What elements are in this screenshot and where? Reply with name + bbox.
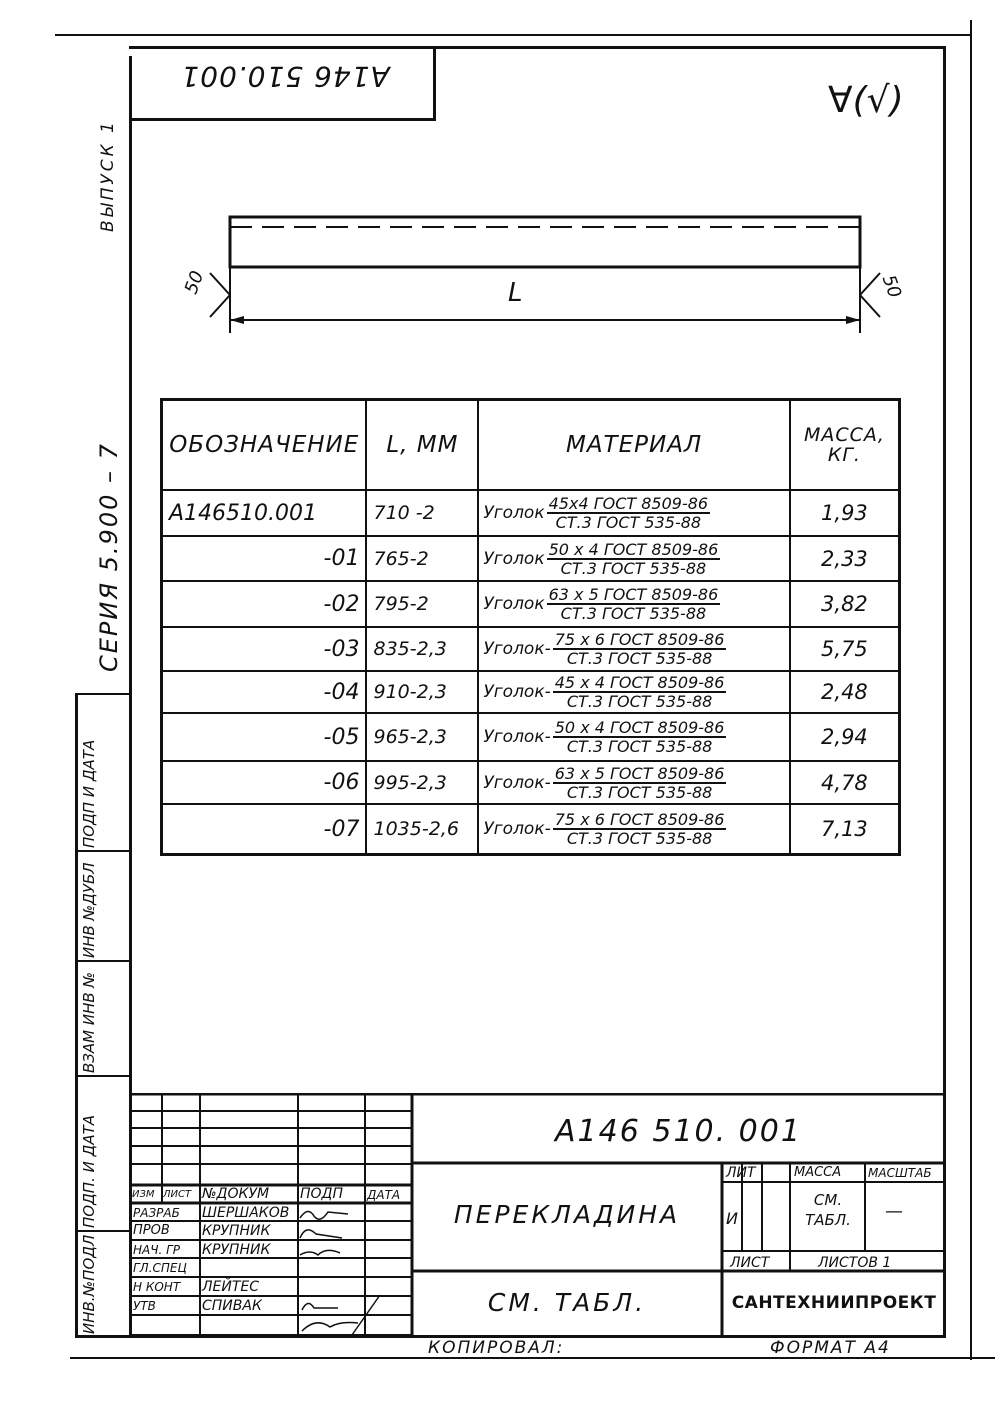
lit-label: ЛИТ xyxy=(726,1165,756,1181)
row-material: Уголок- $\frac{\text{63 x 5 ГОСТ 8509-86}}{\text{СТ.3 ГОСТ 535-88}}$ xyxy=(478,761,789,804)
issue-label: ВЫПУСК 1 xyxy=(98,119,118,232)
role-label: РАЗРАБ xyxy=(133,1206,180,1220)
row-length: 1035-2,6 xyxy=(366,804,478,854)
role-label: ГЛ.СПЕЦ xyxy=(133,1261,187,1275)
row-code: -02 xyxy=(162,581,367,627)
table-row xyxy=(162,671,900,713)
header-length: L, ММ xyxy=(366,400,478,491)
row-length: 765-2 xyxy=(366,536,478,581)
side-divider xyxy=(75,1230,132,1232)
col-sign: ПОДП xyxy=(300,1186,344,1202)
table-row xyxy=(162,627,900,671)
row-length: 795-2 xyxy=(366,581,478,627)
top-rule xyxy=(55,34,970,36)
row-mass: 2,33 xyxy=(790,536,900,581)
row-code: -03 xyxy=(162,627,367,671)
row-mass: 3,82 xyxy=(790,581,900,627)
spec-table xyxy=(160,398,901,856)
role-name: ШЕРШАКОВ xyxy=(202,1205,290,1221)
row-mass: 2,94 xyxy=(790,713,900,761)
side-col-inv-dup: ИНВ №ДУБЛ xyxy=(80,862,98,958)
role-label: ПРОВ xyxy=(133,1223,170,1238)
table-header-row xyxy=(162,400,900,491)
side-col-sign-date-2: ПОДП. И ДАТА xyxy=(80,1114,98,1228)
copied-label: КОПИРОВАЛ: xyxy=(428,1338,565,1358)
lit-value: И xyxy=(726,1209,738,1228)
doc-code: А146 510. 001 xyxy=(555,1114,802,1149)
row-material: Уголок- $\frac{\text{75 x 6 ГОСТ 8509-86}}{\text{СТ.3 ГОСТ 535-88}}$ xyxy=(478,627,789,671)
row-material: Уголок- $\frac{\text{75 x 6 ГОСТ 8509-86}}{\text{СТ.3 ГОСТ 535-88}}$ xyxy=(478,804,789,854)
row-length: 965-2,3 xyxy=(366,713,478,761)
header-material: МАТЕРИАЛ xyxy=(478,400,789,491)
col-izm: ИЗМ xyxy=(132,1189,155,1200)
side-col-inv-orig: ИНВ.№ПОДЛ xyxy=(80,1234,98,1334)
table-row xyxy=(162,536,900,581)
row-length: 835-2,3 xyxy=(366,627,478,671)
row-mass: 5,75 xyxy=(790,627,900,671)
col-list: ЛИСТ xyxy=(163,1189,192,1200)
side-divider xyxy=(75,693,132,695)
row-mass: 4,78 xyxy=(790,761,900,804)
row-length: 910-2,3 xyxy=(366,671,478,713)
row-code: -04 xyxy=(162,671,367,713)
role-label: УТВ xyxy=(133,1299,156,1313)
table-row xyxy=(162,804,900,854)
role-label: Н КОНТ xyxy=(133,1280,181,1294)
roughness-symbol: ∀(√) xyxy=(828,80,904,121)
sheet-label: ЛИСТ xyxy=(730,1255,770,1271)
role-name: СПИВАК xyxy=(202,1298,262,1314)
side-strip-left xyxy=(75,693,78,1338)
weld-left-label: 50 xyxy=(180,268,209,297)
mass-label: МАССА xyxy=(794,1165,842,1180)
org-name: САНТЕХНИИПРОЕКТ xyxy=(731,1293,937,1313)
row-code: -05 xyxy=(162,713,367,761)
side-divider xyxy=(75,850,132,852)
row-material: Уголок- $\frac{\text{50 x 4 ГОСТ 8509-86}}{\text{СТ.3 ГОСТ 535-88}}$ xyxy=(478,713,789,761)
header-mass: МАССА, КГ. xyxy=(790,400,900,491)
role-name: КРУПНИК xyxy=(202,1242,271,1258)
row-mass: 2,48 xyxy=(790,671,900,713)
mass-value: СМ. ТАБЛ. xyxy=(805,1191,851,1229)
row-mass: 7,13 xyxy=(790,804,900,854)
row-code: -01 xyxy=(162,536,367,581)
col-doc: №ДОКУМ xyxy=(202,1186,270,1202)
row-length: 710 -2 xyxy=(366,490,478,536)
row-material: Уголок $\frac{\text{50 x 4 ГОСТ 8509-86}}{\text{СТ.3 ГОСТ 535-88}}$ xyxy=(478,536,789,581)
row-material: Уголок $\frac{\text{63 x 5 ГОСТ 8509-86}}{\text{СТ.3 ГОСТ 535-88}}$ xyxy=(478,581,789,627)
page-edge-right xyxy=(970,20,972,1360)
scale-value: — xyxy=(885,1201,903,1222)
side-col-replace-inv: ВЗАМ ИНВ № xyxy=(80,971,98,1073)
scale-label: МАСШТАБ xyxy=(868,1166,932,1180)
role-label: НАЧ. ГР xyxy=(133,1243,181,1257)
weld-right-label: 50 xyxy=(877,272,906,301)
table-row xyxy=(162,761,900,804)
series-label: СЕРИЯ 5.900 – 7 xyxy=(95,442,123,672)
header-designation: ОБОЗНАЧЕНИЕ xyxy=(162,400,367,491)
row-material: Уголок- $\frac{\text{45 x 4 ГОСТ 8509-86}}{\text{СТ.3 ГОСТ 535-88}}$ xyxy=(478,671,789,713)
table-row xyxy=(162,713,900,761)
sheets-label: ЛИСТОВ 1 xyxy=(818,1255,892,1271)
role-name: КРУПНИК xyxy=(202,1223,271,1239)
part-name: ПЕРЕКЛАДИНА xyxy=(453,1200,681,1229)
part-drawing xyxy=(180,205,920,340)
row-code: -07 xyxy=(162,804,367,854)
row-code: -06 xyxy=(162,761,367,804)
role-name: ЛЕЙТЕС xyxy=(202,1279,260,1295)
col-date: ДАТА xyxy=(367,1188,401,1202)
side-col-sign-date: ПОДП И ДАТА xyxy=(80,739,98,848)
row-mass: 1,93 xyxy=(790,490,900,536)
code-stamp: А146 510.001 xyxy=(180,60,390,93)
format-label: ФОРМАТ А4 xyxy=(770,1338,891,1358)
row-code: А146510.001 xyxy=(162,490,367,536)
part-material: СМ. ТАБЛ. xyxy=(487,1288,647,1317)
table-row xyxy=(162,490,900,536)
length-label: L xyxy=(508,278,523,308)
row-material: Уголок $\frac{\text{45x4 ГОСТ 8509-86}}{\text{СТ.3 ГОСТ 535-88}}$ xyxy=(478,490,789,536)
side-divider xyxy=(75,960,132,962)
table-row xyxy=(162,581,900,627)
side-divider xyxy=(75,1075,132,1077)
row-length: 995-2,3 xyxy=(366,761,478,804)
